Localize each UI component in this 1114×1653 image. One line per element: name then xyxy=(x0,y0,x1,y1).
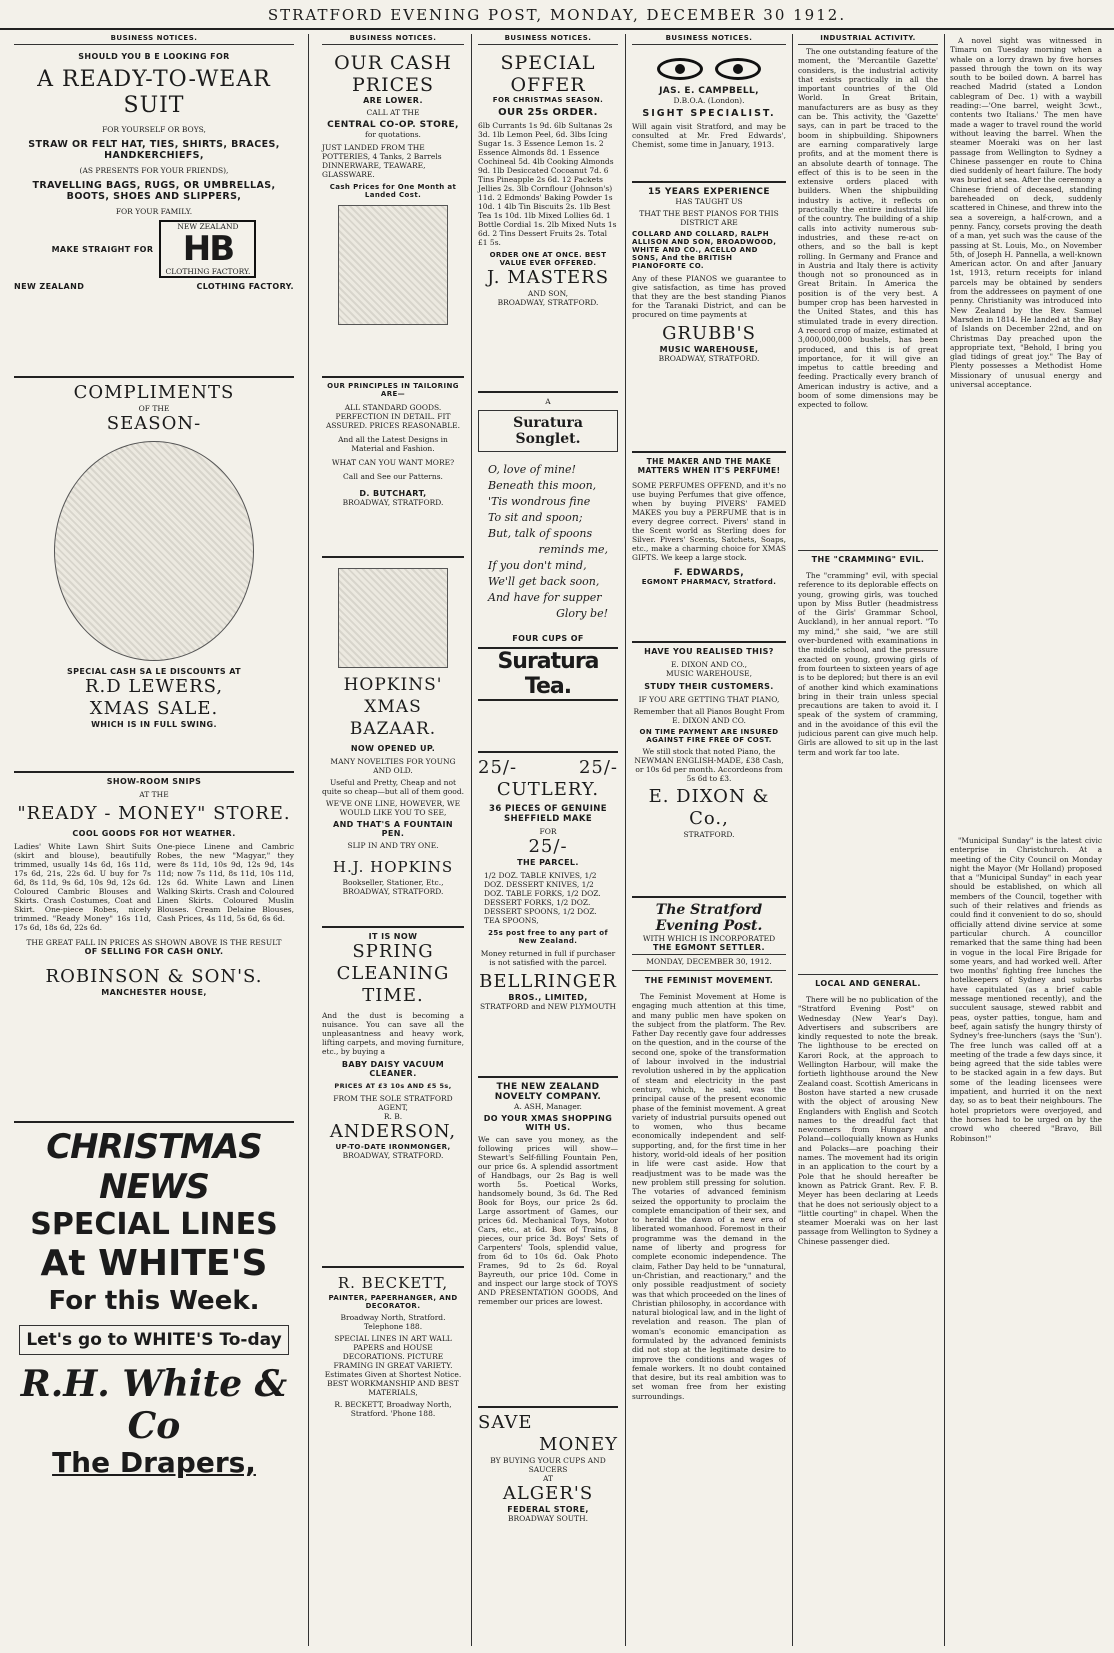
ad-line: A. ASH, Manager. xyxy=(514,1102,582,1111)
article-body xyxy=(950,34,1102,834)
ad-line: Call and See our Patterns. xyxy=(343,472,443,481)
ad-body: We still stock that noted Piano, the NEWMAN ENGLISH-MADE, £38 Cash, or 10s 6d per month. Accordeons from 5s 6d to £3. xyxy=(634,747,784,783)
ad-line: THAT THE BEST PIANOS FOR THIS DISTRICT ARE xyxy=(639,209,779,227)
ad-body: Any of these PIANOS we guarantee to give satisfaction, as time has proved that they are the best standing Pianos for the Taranaki District, and can be procured on time payments at xyxy=(632,274,786,319)
edwards-ad xyxy=(632,453,786,643)
ad-line: OUR PRINCIPLES IN TAILORING ARE— xyxy=(327,382,459,398)
novelty-ad xyxy=(478,1078,618,1408)
ad-line: F. EDWARDS, xyxy=(673,568,745,578)
ready-money-ad xyxy=(14,773,294,1123)
ad-body: And all the Latest Designs in Material and Fashion. xyxy=(338,435,448,453)
ad-body: WE'VE ONE LINE, HOWEVER, WE WOULD LIKE YOU TO SEE, xyxy=(325,799,461,817)
ad-headline: At WHITE'S xyxy=(40,1243,268,1284)
ad-line: BABY DAISY VACUUM CLEANER. xyxy=(341,1060,445,1078)
ad-headline: XMAS SALE. xyxy=(89,698,219,719)
column-1 xyxy=(10,34,298,1644)
ad-headline: H.J. HOPKINS xyxy=(332,858,454,876)
ad-line: SPECIAL CASH SA LE DISCOUNTS AT xyxy=(66,667,242,676)
column-2 xyxy=(318,34,468,1644)
column-rule xyxy=(625,34,626,1646)
butchart-ad xyxy=(322,378,464,558)
ad-body: Useful and Pretty, Cheap and not quite so cheap—but all of them good. xyxy=(322,778,465,796)
paper-nameplate xyxy=(632,898,786,971)
ad-line: HAS TAUGHT US xyxy=(675,197,743,206)
ad-headline: ANDERSON, xyxy=(329,1121,457,1142)
section-label: BUSINESS NOTICES. xyxy=(632,34,786,45)
ad-line: FEDERAL STORE, xyxy=(507,1505,589,1514)
ad-body: ALL STANDARD GOODS. PERFECTION IN DETAIL. FIT ASSURED. PRICES REASONABLE. xyxy=(325,403,461,430)
ad-line: ARE LOWER. xyxy=(363,96,423,105)
article-body xyxy=(798,45,938,545)
column-6 xyxy=(946,34,1106,1644)
pram-illustration xyxy=(338,205,448,325)
ad-line: D. BUTCHART, xyxy=(359,489,427,498)
hb-logo-bottom: CLOTHING FACTORY. xyxy=(165,267,251,276)
ad-line: FOR xyxy=(539,827,557,836)
ad-headline: E. DIXON & Co., xyxy=(648,786,770,829)
ad-line: A xyxy=(545,397,551,406)
ad-line: SIGHT SPECIALIST. xyxy=(642,108,776,119)
lewers-ad xyxy=(14,378,294,773)
ad-line: ON TIME PAYMENT ARE INSURED AGAINST FIRE FREE OF COST. xyxy=(639,728,779,744)
ad-line: E. DIXON AND CO., xyxy=(670,660,748,669)
ad-line: FROM THE SOLE STRATFORD AGENT, xyxy=(333,1094,453,1112)
ad-line: DO YOUR XMAS SHOPPING WITH US. xyxy=(483,1114,613,1132)
ad-headline: GRUBB'S xyxy=(662,323,756,344)
poem-line: O, love of mine! xyxy=(488,463,576,476)
rh-white-signature: R.H. White & Co xyxy=(20,1363,288,1447)
column-rule xyxy=(944,34,945,1646)
grubbs-ad xyxy=(632,183,786,453)
whites-ad xyxy=(14,1123,294,1485)
lets-go-box: Let's go to WHITE'S To-day xyxy=(19,1325,289,1355)
ad-line: SLIP IN AND TRY ONE. xyxy=(347,841,439,850)
bellringer-ad xyxy=(478,753,618,1078)
ad-body: Ladies' White Lawn Shirt Suits (skirt and blouse), beautifully trimmed, usually 14s 6d, 16s 11d, 17s 6d, 21s, 22s 6d. U buy for 7s 6d, 8s 11d, 9s 6d, 10s 9d, 12s 6d. Coloured Cambric Blouses and Skirts. Crash Costumes, Coat and Skirt. One-piece Robes, nicely trimmed. "Ready Money" 16s 11d, 17s 6d, 18s 6d, 22s 6d. xyxy=(14,842,151,932)
ad-line: CALL AT THE xyxy=(366,108,420,117)
ad-line: STRATFORD. xyxy=(683,830,735,839)
songlet-poem xyxy=(478,456,618,628)
ad-headline: For this Week. xyxy=(48,1286,260,1316)
ad-line: FOUR CUPS OF xyxy=(512,634,584,643)
ad-line: THE NEW ZEALAND NOVELTY COMPANY. xyxy=(494,1082,602,1102)
ad-headline: ROBINSON & SON'S. xyxy=(45,966,263,987)
ad-line: ORDER ONE AT ONCE. BEST VALUE EVER OFFERED. xyxy=(489,251,607,267)
ad-line: CENTRAL CO-OP. STORE, xyxy=(327,120,459,130)
ad-line: BROADWAY, STRATFORD. xyxy=(658,354,760,363)
ad-line: THE EGMONT SETTLER. xyxy=(653,943,765,952)
article-paragraph: The Feminist Movement at Home is engaging much attention at this time, and many public men have spoken on the subject from the platform. The Rev. Father Day recently gave four addresses on the question, and in the course of the second one, spoke of the transformation of labour involved in the industrial revolution ushered in by the application of steam and electricity in the past century, which, he said, was the principal cause of the present economic phase of the feminist movement. A great variety of industrial pursuits opened out to women, who thus became economically independent and self-supporting, and, for the first time in her history, world-old ideals of her position in life were cast aside. How that readjustment was to be made was the new problem still pressing for solution. The votaries of advanced feminism seized the opportunity to proclaim the complete emancipation of their sex, and to herald the dawn of a new era of liberated womanhood. Foremost in their programme was the demand in the name of liberty and progress for complete economic independence. The claim, Father Day held to be "unnatural, un-Christian, and reactionary," and the only possible readjustment of society was that which proceeded on the lines of Christian philosophy, in accordance with natural biological law, and in the light of revelation and reason. The plan of woman's economic emancipation as formulated by the advanced feminists did not stop at the legitimate desire to improve the conditions and wages of female workers. It no doubt contained that desire, but its real ambition was to set woman free from her existing surroundings. xyxy=(632,992,786,1401)
poem-line: Glory be! xyxy=(556,607,608,620)
coop-ad xyxy=(322,48,464,378)
lady-illustration xyxy=(54,441,254,661)
campbell-ad xyxy=(632,48,786,183)
hb-logo-mark: HB xyxy=(182,229,234,269)
article-heading: THE "CRAMMING" EVIL. xyxy=(798,550,938,564)
ad-body: JUST LANDED FROM THE POTTERIES, 4 Tanks, 2 Barrels DINNERWARE, TEAWARE, GLASSWARE. xyxy=(322,143,442,179)
ad-headline: R.D LEWERS, xyxy=(84,676,224,697)
ad-line: STRAW OR FELT HAT, TIES, SHIRTS, BRACES, HANDKERCHIEFS, xyxy=(28,139,280,161)
poem-line: Beneath this moon, xyxy=(488,479,597,492)
ad-line: PRICES AT £3 10s AND £5 5s, xyxy=(334,1082,452,1090)
ad-line: NOW OPENED UP. xyxy=(350,744,436,753)
ad-headline: J. MASTERS xyxy=(486,267,610,288)
column-rule xyxy=(308,34,309,1646)
ad-line: AND THAT'S A FOUNTAIN PEN. xyxy=(332,820,454,838)
paper-title: The Stratford Evening Post. xyxy=(655,902,763,934)
ad-line: OUR 25s ORDER. xyxy=(498,107,598,118)
price-tag: 25/- xyxy=(478,757,518,778)
ad-line: IT IS NOW xyxy=(368,932,418,941)
ad-line: NEW ZEALAND xyxy=(14,282,85,291)
hb-logo xyxy=(159,220,256,278)
ad-line: BROADWAY SOUTH. xyxy=(507,1514,589,1523)
ad-line: CLOTHING FACTORY. xyxy=(196,282,294,291)
dixon-ad xyxy=(632,643,786,898)
ad-intro: SHOULD YOU B E LOOKING FOR xyxy=(78,52,230,61)
article-paragraph: The "cramming" evil, with special reference to its deplorable effects on young, growing girls, was touched upon by Miss Butler (headmistress of the Girls' Grammar School, Auckland), in her annual report. "To my mind," she said, "we are still over-burdened with examinations in the middle school, and the pressure exacted on young, growing girls of from fourteen to sixteen years of age is to be deplored; but there is an evil of another kind which examinations bring in their train unless special precautions are taken to avoid it. I speak of the system of cramming, and in the avoidance of this evil the judicious parent can give much help. Girls are allowed to sit up in the last term and work far too late. xyxy=(798,571,938,757)
ad-line: for quotations. xyxy=(365,130,421,139)
poem-line: reminds me, xyxy=(538,543,608,556)
alger-ad xyxy=(478,1408,618,1529)
ad-line: 25s post free to any part of New Zealand. xyxy=(488,929,608,945)
article-body xyxy=(798,569,938,969)
suratura-ad xyxy=(478,393,618,753)
ad-body: Money returned in full if purchaser is not satisfied with the parcel. xyxy=(480,949,616,967)
ad-line: HAVE YOU REALISED THIS? xyxy=(644,647,774,656)
songlet-title: Suratura Songlet. xyxy=(478,410,618,452)
ad-line: FOR CHRISTMAS SEASON. xyxy=(492,96,604,104)
hb-logo-top: NEW ZEALAND xyxy=(177,222,239,231)
column-4 xyxy=(628,34,790,1644)
article-paragraph: There will be no publication of the "Stratford Evening Post" on Wednesday (New Year's Day). Advertisers and subscribers are kindly requested to note the break. The lighthouse to be erected on Karori Rock, at the approach to Wellington Harbour, will make the fortieth lighthouse around the New Zealand coast. Scottish Americans in Boston have started a new crusade with the object of arousing New Englanders with English and Scotch names to the dreadful fact that newcomers from Hungary and Poland—colloquially known as Hunks and Polacks—are poaching their names. The movement had its origin in an application to the court by a Pole that he should hereafter be known as Patrick Grant. Rev. F. B. Meyer has been declaring at Leeds that he does not seriously object to a "little courting" in chapel. When the steamer Moeraki was on her last passage from Wellington to Sydney a Chinese passenger died. xyxy=(798,995,938,1246)
santa-illustration xyxy=(338,568,448,668)
ad-line: MANY NOVELTIES FOR YOUNG AND OLD. xyxy=(330,757,456,775)
ad-headline: BELLRINGER xyxy=(479,971,617,992)
ad-headline: SAVE xyxy=(478,1412,533,1433)
ad-line: Bookseller, Stationer, Etc., xyxy=(342,878,444,887)
ad-body: SOME PERFUMES OFFEND, and it's no use buying Perfumes that give offence, when by buying PIVERS' FAMED MAKES you buy a PERFUME that is in every degree correct. Pivers' stand in the Scent world as Sterling does for Silver. Pivers' Scents, Satchets, Soaps, etc., make a charming choice for XMAS GIFTS. We keep a large stock. xyxy=(632,481,786,562)
ad-body: 6lb Currants 1s 9d. 6lb Sultanas 2s 3d. 1lb Lemon Peel, 6d. 3lbs Icing Sugar 1s. 3 Essence Lemon 1s. 2 Essence Almonds 8d. 1 Essence Cochineal 5d. 4lb Cooking Almonds 9d. 1lb Desiccated Cocoanut 7d. 6 Tins Pineapple 2s 6d. 12 Packets Jellies 2s. 3lb Cornflour (Johnson's) 11d. 2 Edmonds' Baking Powder 1s 10d. 1 4lb Tin Biscuits 2s. 1lb Best Tea 1s 10d. 1lb Mixed Lollies 6d. 1 Bottle Cordial 1s. 2lb Mixed Nuts 1s 6d. 2 Tins Dessert Fruits 2s. Total £1 5s. xyxy=(478,121,617,247)
ad-body: COLLARD AND COLLARD, RALPH ALLISON AND SON, BROADWOOD, WHITE AND CO., ACELLO AND SONS, And the BRITISH PIANOFORTE CO. xyxy=(632,230,777,270)
ad-headline: CLEANING xyxy=(336,963,450,984)
suratura-tea: Suratura Tea. xyxy=(478,647,618,701)
ad-line: AT xyxy=(542,1474,553,1483)
ad-line: FOR YOURSELF OR BOYS, xyxy=(102,125,206,134)
ad-line: JAS. E. CAMPBELL, xyxy=(659,86,759,96)
article-heading: LOCAL AND GENERAL. xyxy=(798,974,938,988)
ad-line: Broadway North, Stratford. Telephone 188. xyxy=(340,1313,446,1331)
ad-line: EGMONT PHARMACY, Stratford. xyxy=(641,578,777,586)
poem-line: We'll get back soon, xyxy=(488,575,600,588)
ad-line: MANCHESTER HOUSE, xyxy=(101,988,207,997)
article-body xyxy=(632,990,786,1405)
article-heading: THE FEMINIST MOVEMENT. xyxy=(644,976,774,985)
ad-body: Remember that all Pianos Bought From E. DIXON AND CO. xyxy=(633,707,785,725)
hopkins-ad xyxy=(322,558,464,928)
ad-headline: "READY - MONEY" STORE. xyxy=(17,803,291,824)
white-suit-ad xyxy=(14,48,294,378)
article-paragraph: A novel sight was witnessed in Timaru on Tuesday morning when a whale on a lorry drawn by five horses passed through the town on its way south to be boiled down. A barrel has reached Madrid (stated a London cablegram of Dec. 1) with a waybill reading:—'One barrel, weight 3cwt., contents two Italians.' The men have made a wager to travel round the world without leaving the barrel. When the steamer Moeraki was on her last passage from Wellington to Sydney a Chinese passenger en route to China died suddenly of heart failure. The body was buried at sea. After the ceremony a Chinese friend of deceased, standing bareheaded on deck, suddenly scattered in Chinese, and threw into the sea a sovereign, a half-crown, and a penny. Fancy, corsets proving the death of a man, yet such was the cause of the passing at St. Louis, Mo., on November 5th, of Joseph H. Pannella, a well-known American actor. On and after January 1st, 1913, return receipts for inland parcels may be obtained by senders from the addressees on payment of one penny. Christianity was introduced into New Zealand by the Rev. Samuel Marsden in 1814. He landed at the Bay of Islands on December 22nd, and on Christmas Day preached upon the appropriate text, "Behold, I bring you glad tidings of great joy." The Bay of Plenty possesses a Methodist Home Missionary of unusual energy and universal acceptance. xyxy=(950,36,1102,389)
ad-line: THE PARCEL. xyxy=(517,858,579,867)
ad-line: R. BECKETT, Broadway North, Stratford. 'Phone 188. xyxy=(334,1400,452,1418)
ad-headline: CUTLERY. xyxy=(496,779,600,800)
ad-body: One-piece Linene and Cambric Robes, the new "Magyar," they were 8s 11d, 10s 9d, 12s 9d, 14s 11d; now 7s 11d, 8s 11d, 10s 11d, 12s 6d. White Lawn and Linen Walking Skirts. Crash and Coloured Linen Skirts. Coloured Muslin Blouses. Cream Delaine Blouses, Cash Prices, 4s 11d, 5s 6d, 6s 6d. xyxy=(157,842,294,923)
ad-line: STRATFORD and NEW PLYMOUTH xyxy=(480,1002,616,1011)
ad-headline: SPECIAL LINES xyxy=(30,1207,278,1242)
ad-line: BROADWAY, STRATFORD. xyxy=(342,1151,444,1160)
section-label: BUSINESS NOTICES. xyxy=(322,34,464,45)
article-body xyxy=(798,993,938,1250)
ad-line: SHOW-ROOM SNIPS xyxy=(106,777,202,786)
ad-headline: The Drapers, xyxy=(52,1446,256,1479)
ad-line: BROS., LIMITED, xyxy=(508,993,588,1002)
ad-line: BROADWAY, STRATFORD. xyxy=(497,298,599,307)
ad-line: WITH WHICH IS INCORPORATED xyxy=(642,934,776,943)
ad-line: 15 YEARS EXPERIENCE xyxy=(648,187,770,197)
ad-line: Cash Prices for One Month at Landed Cost. xyxy=(329,183,457,199)
masters-ad xyxy=(478,48,618,393)
ad-line: BROADWAY, STRATFORD. xyxy=(342,498,444,507)
ad-headline: HOPKINS' XMAS BAZAAR. xyxy=(343,675,443,739)
poem-line: And have for supper xyxy=(488,591,602,604)
ad-line: PAINTER, PAPERHANGER, AND DECORATOR. xyxy=(328,1294,458,1310)
ad-headline: SPECIAL OFFER xyxy=(500,52,596,96)
ad-headline: COMPLIMENTS xyxy=(73,382,235,403)
ad-line: R. B. xyxy=(383,1112,403,1121)
ad-headline: R. BECKETT, xyxy=(337,1274,449,1292)
section-label: BUSINESS NOTICES. xyxy=(478,34,618,45)
ad-body: And the dust is becoming a nuisance. You can save all the unpleasantness and heavy work, lifting carpets, and moving furniture, etc., by buying a xyxy=(322,1011,464,1056)
ad-line: IF YOU ARE GETTING THAT PIANO, xyxy=(638,695,780,704)
column-rule xyxy=(792,34,793,1646)
ad-line: WHICH IS IN FULL SWING. xyxy=(91,720,217,729)
ad-headline: SEASON- xyxy=(106,413,202,434)
spectacles-icon xyxy=(632,58,786,80)
ad-line: STUDY THEIR CUSTOMERS. xyxy=(644,682,774,691)
price-tag: 25/- xyxy=(528,836,568,857)
article-heading: INDUSTRIAL ACTIVITY. xyxy=(798,34,938,45)
poem-line: 'Tis wondrous fine xyxy=(488,495,591,508)
column-5 xyxy=(794,34,942,1644)
ad-body: 1/2 DOZ. TABLE KNIVES, 1/2 DOZ. DESSERT KNIVES, 1/2 DOZ. TABLE FORKS, 1/2 DOZ. DESSERT FORKS, 1/2 DOZ. DESSERT SPOONS, 1/2 DOZ. TEA SPOONS, xyxy=(484,871,601,925)
poem-line: If you don't mind, xyxy=(488,559,587,572)
ad-line: MUSIC WAREHOUSE, xyxy=(659,345,759,354)
ad-body: SPECIAL LINES IN ART WALL PAPERS and HOUSE DECORATIONS. PICTURE FRAMING IN GREAT VARIETY. Estimates Given at Shortest Notice. BEST WORKMANSHIP AND BEST MATERIALS, xyxy=(324,1334,462,1397)
ad-line: UP-TO-DATE IRONMONGER, xyxy=(335,1143,451,1151)
ad-body: We can save you money, as the following prices will show— Stewart's Self-filling Fountain Pen, our price 6s. A splendid assortment of Handbags, our 2s Bag is well worth 5s. Poetical Works, handsomely bound, 3s 6d. The Red Book for Boys, our price 2s 6d. Large assortment of Games, our prices 6d. Mechanical Toys, Motor Cars, etc., at 6d. Box of Trains, 8 pieces, our price 3d. Boys' Sets of Carpenters' Tools, splendid value, from 6d to 10s 6d. Oak Photo Frames, 9d to 2s 6d. Royal Bayreuth, our price 10d. Come in and inspect our large stock of TOYS AND PRESENTATION GOODS, And remember our prices are lowest. xyxy=(478,1135,618,1306)
ad-line: (AS PRESENTS FOR YOUR FRIENDS), xyxy=(79,166,229,175)
ad-line: TRAVELLING BAGS, RUGS, OR UMBRELLAS, BOOTS, SHOES AND SLIPPERS, xyxy=(32,180,276,202)
ad-headline: A READY-TO-WEAR SUIT xyxy=(37,67,271,118)
ad-headline: TIME. xyxy=(362,985,424,1006)
ad-headline: MONEY xyxy=(539,1434,618,1455)
ad-line: THE MAKER AND THE MAKE MATTERS WHEN IT'S PERFUME! xyxy=(637,457,781,475)
ad-headline: OUR CASH PRICES xyxy=(334,52,452,96)
ad-headline: ALGER'S xyxy=(502,1483,594,1504)
ad-line: COOL GOODS FOR HOT WEATHER. xyxy=(72,829,236,838)
poem-line: To sit and spoon; xyxy=(488,511,583,524)
ad-line: FOR YOUR FAMILY. xyxy=(115,207,193,216)
column-3 xyxy=(474,34,622,1644)
ad-line: D.B.O.A. (London). xyxy=(673,96,745,105)
article-paragraph: "Municipal Sunday" is the latest civic enterprise in Christchurch. At a meeting of the City Council on Monday night the Mayor (Mr Holland) proposed that a "Municipal Sunday" in each year should be established, on which all members of the Council, together with such of their relatives and friends as could find it convenient to do so, should officially attend divine service at some particular church. A councillor remarked that the same thing had been in vogue in the local Fire Brigade for some years, and had worked well. After two months' fighting free lunches the hotelkeepers of Sydney and suburbs have capitulated (as a brief cable message mentioned recently), and the succulent sausage, stewed rabbit and peas, oyster patties, tongue, ham and beef, again satisfy the hungry thirsty of Sydney's free-lunchers (says the 'Sun'). The free lunch was called off at a meeting of the trade a few days since, it being agreed that the side tables were to be stacked again in a few days. But some of the leading licensees were impatient, and hurried it on the next day, so as to beat their neighbours. The hotel proprietors were overjoyed, and the horses had to be urged on by the crowd who cheered "Bravo, Bill Robinson!" xyxy=(950,836,1102,1143)
ad-line: AT THE xyxy=(139,790,169,799)
anderson-ad xyxy=(322,928,464,1268)
ad-body: Will again visit Stratford, and may be consulted at Mr. Fred Edwards', Chemist, some time in January, 1913. xyxy=(632,122,786,149)
ad-headline: SPRING xyxy=(352,941,434,962)
article-paragraph: The one outstanding feature of the moment, the 'Mercantile Gazette' considers, is the industrial activity that exists practically in all the important countries of the Old World. In Great Britain, manufacturers are as busy as they can be. This activity, the 'Gazette' says, can in part be traced to the boom in shipbuilding. Shipowners are earning comparatively large profits, and at the moment there is an absolute dearth of tonnage. The effect of this is to be seen in the extensive orders placed with builders. When the shipbuilding industry is active, it reflects on practically the entire industrial life of the country. The building of a ship calls into activity numerous sub-industries, and these re-act on others, and so the ball is kept rolling. In Germany and France and in Austria and Italy there is activity though not so pronounced as in Great Britain. In America the position is of the very best. A bumper crop has been harvested in the United States, and this has stimulated trade in every direction. A record crop of maize, estimated at 3,000,000,000 bushels, has been produced, and this is of great importance, for it will give an impetus to cattle breeding and feeding. Practically every branch of American industry is active, and a boom of some dimensions may be expected to follow. xyxy=(798,47,938,410)
masthead: STRATFORD EVENING POST, MONDAY, DECEMBER 30 1912. xyxy=(0,0,1114,30)
ad-line: WHAT CAN YOU WANT MORE? xyxy=(331,458,455,467)
ad-line: OF THE xyxy=(138,404,170,413)
column-rule xyxy=(471,34,472,1646)
beckett-ad xyxy=(322,1268,464,1424)
christmas-news-banner: CHRISTMAS NEWS xyxy=(46,1127,262,1207)
ad-line: 36 PIECES OF GENUINE SHEFFIELD MAKE xyxy=(489,804,607,824)
ad-line: MAKE STRAIGHT FOR xyxy=(51,244,154,254)
ad-line: THE GREAT FALL IN PRICES AS SHOWN ABOVE IS THE RESULT xyxy=(26,938,282,947)
ad-line: BROADWAY, STRATFORD. xyxy=(342,887,444,896)
dateline: MONDAY, DECEMBER 30, 1912. xyxy=(632,954,786,966)
ad-line: BY BUYING YOUR CUPS AND SAUCERS xyxy=(490,1456,606,1474)
article-body xyxy=(950,834,1102,1147)
ad-line: OF SELLING FOR CASH ONLY. xyxy=(84,947,224,956)
section-label: BUSINESS NOTICES. xyxy=(14,34,294,45)
ad-line: AND SON, xyxy=(527,289,569,298)
price-tag: 25/- xyxy=(578,757,618,778)
ad-line: MUSIC WAREHOUSE, xyxy=(665,669,753,678)
poem-line: But, talk of spoons xyxy=(488,527,593,540)
